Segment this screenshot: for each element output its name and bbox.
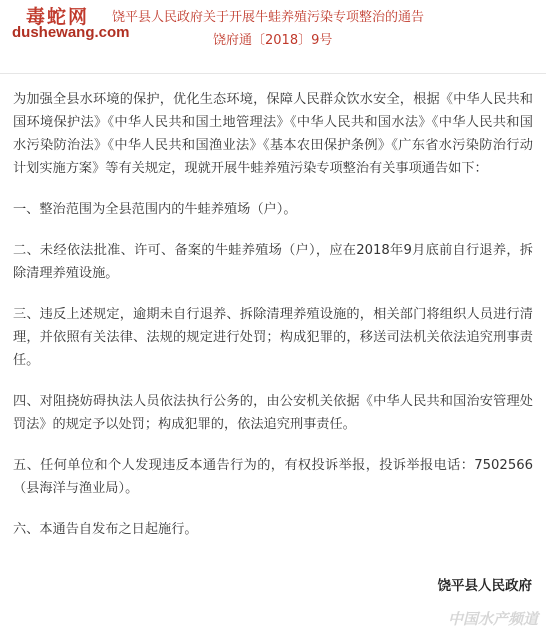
notice-title: 饶平县人民政府关于开展牛蛙养殖污染专项整治的通告 — [112, 10, 425, 25]
intro-paragraph: 为加强全县水环境的保护，优化生态环境，保障人民群众饮水安全，根据《中华人民共和国环境保护法》《中华人民共和国土地管理法》《中华人民共和国水法》《中华人民共和国水污染防治法》《中华人民共和国渔业法》《基本农田保护条例》《广东省水污染防治行动计划实施方案》等有关规定，现就开展牛蛙养殖污染专项整治有关事项通告如下： — [13, 92, 533, 176]
clause-6: 六、本通告自发布之日起施行。 — [13, 522, 198, 537]
watermark-en-text: dushewang.com — [12, 24, 130, 41]
notice-body — [13, 88, 533, 559]
watermark-cn-text: 毒蛇网 — [26, 6, 90, 28]
notice-header — [0, 0, 546, 62]
bottom-watermark: 中国水产频道 — [447, 610, 538, 628]
header-divider — [0, 73, 546, 74]
document-number: 饶府通〔2018〕9号 — [213, 33, 333, 48]
clause-5: 五、任何单位和个人发现违反本通告行为的，有权投诉举报，投诉举报电话：7502566（县海洋与渔业局）。 — [13, 458, 533, 496]
clause-3: 三、违反上述规定，逾期未自行退养、拆除清理养殖设施的，相关部门将组织人员进行清理，并依照有关法律、法规的规定进行处罚；构成犯罪的，移送司法机关依法追究刑事责任。 — [13, 307, 533, 368]
clause-1: 一、整治范围为全县范围内的牛蛙养殖场（户）。 — [13, 202, 297, 217]
clause-4: 四、对阻挠妨碍执法人员依法执行公务的，由公安机关依据《中华人民共和国治安管理处罚法》的规定予以处罚；构成犯罪的，依法追究刑事责任。 — [13, 394, 533, 432]
issuer-signature: 饶平县人民政府 — [437, 578, 532, 594]
clause-2: 二、未经依法批准、许可、备案的牛蛙养殖场（户），应在2018年9月底前自行退养，拆除清理养殖设施。 — [13, 243, 533, 281]
